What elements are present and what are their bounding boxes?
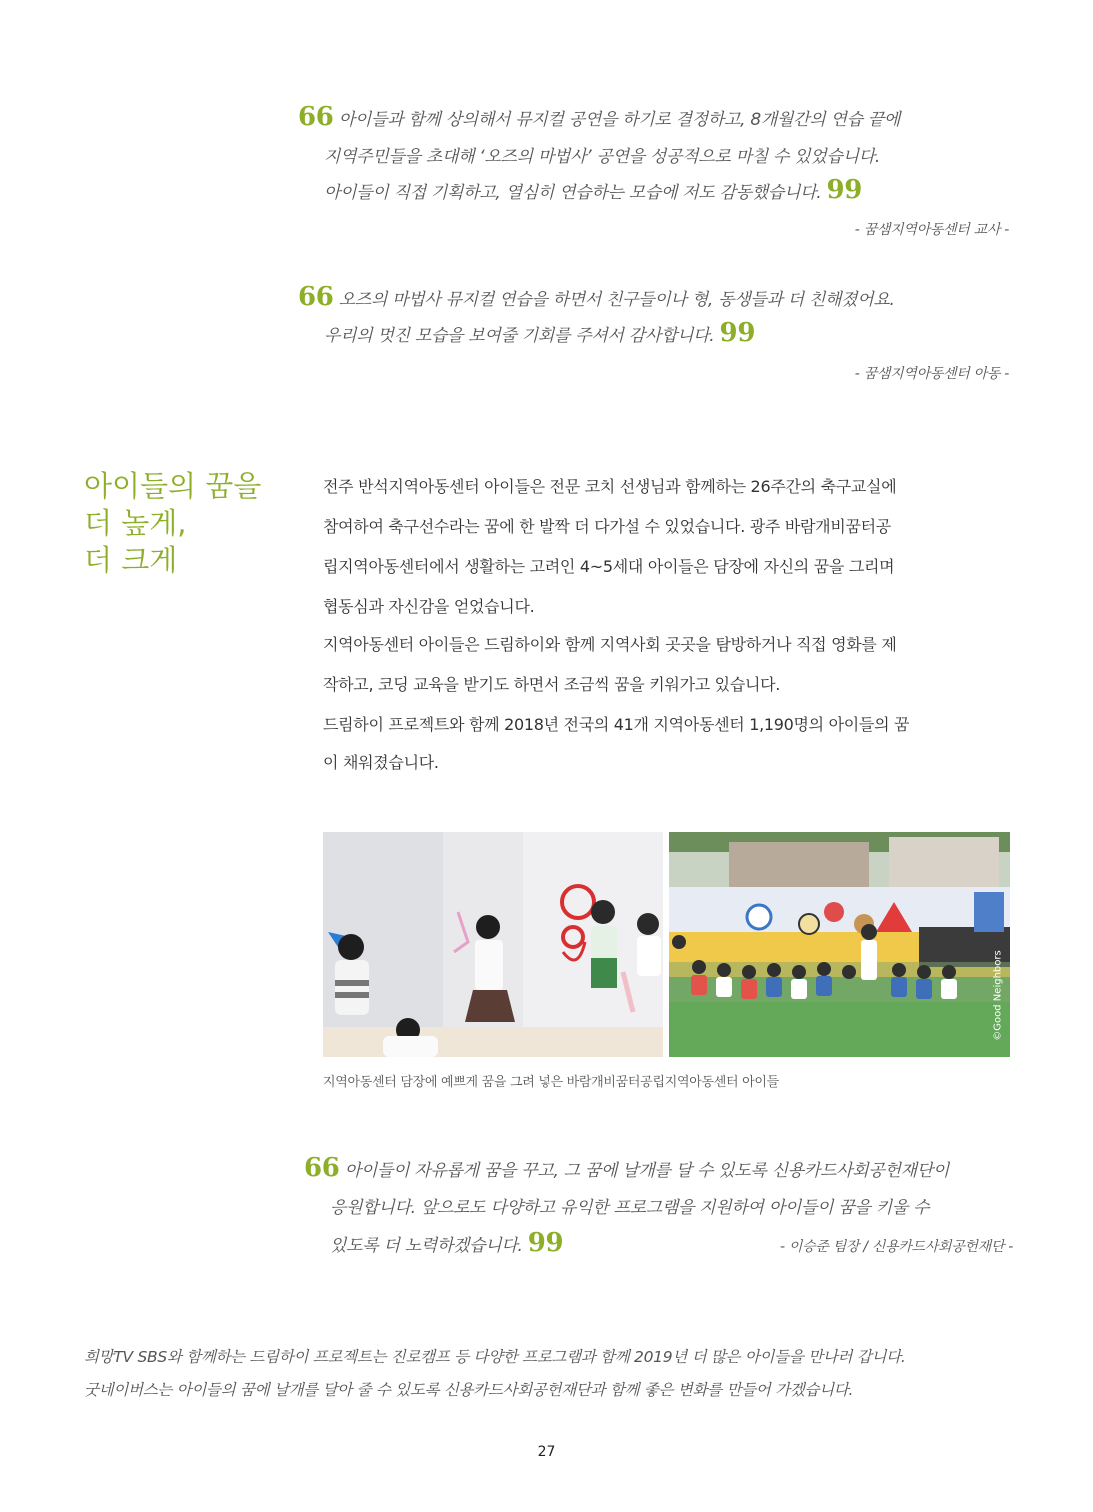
quote-line: 오즈의 마법사 뮤지컬 연습을 하면서 친구들이나 형, 동생들과 더 친해졌어요. [338, 290, 895, 310]
close-quote-mark-icon: 99 [719, 318, 756, 348]
body-line: 작하고, 코딩 교육을 받기도 하면서 조금씩 꿈을 키워가고 있습니다. [323, 675, 781, 694]
open-quote-mark-icon: 66 [304, 1153, 340, 1183]
quote-line: 있도록 더 노력하겠습니다. [330, 1236, 523, 1256]
body-line: 참여하여 축구선수라는 꿈에 한 발짝 더 다가설 수 있었습니다. 광주 바람개비꿈터공 [323, 517, 891, 536]
section-title [84, 468, 261, 579]
body-line: 드림하이 프로젝트와 함께 2018년 전국의 41개 지역아동센터 1,190명의 아이들의 꿈 [323, 715, 910, 734]
section-title-line: 더 크게 [84, 543, 178, 577]
body-line: 전주 반석지역아동센터 아이들은 전문 코치 선생님과 함께하는 26주간의 축구교실에 [323, 477, 897, 496]
photo-group-mural-illustration [669, 832, 1010, 1057]
photo-children-painting [323, 832, 663, 1057]
quote-attribution: - 꿈샘지역아동센터 아동 - [854, 366, 1009, 382]
quote-line: 아이들이 직접 기획하고, 열심히 연습하는 모습에 저도 감동했습니다. [324, 183, 822, 203]
body-line: 협동심과 자신감을 얻었습니다. [323, 597, 535, 616]
section-title-line: 더 높게, [84, 506, 187, 540]
open-quote-mark-icon: 66 [298, 102, 334, 132]
close-quote-mark-icon: 99 [826, 175, 863, 205]
quote-line: 응원합니다. 앞으로도 다양하고 유익한 프로그램을 지원하여 아이들이 꿈을 키울 수 [330, 1198, 930, 1218]
quote-line: 우리의 멋진 모습을 보여줄 기회를 주셔서 감사합니다. [324, 326, 715, 346]
photo-group-mural [669, 832, 1010, 1057]
photo-credit: ©Good Neighbors [992, 950, 1004, 1041]
section-title-line: 아이들의 꿈을 [84, 469, 262, 503]
closing-line: 희망TV SBS와 함께하는 드림하이 프로젝트는 진로캠프 등 다양한 프로그램과 함께 2019년 더 많은 아이들을 만나러 갑니다. [84, 1348, 906, 1366]
body-line: 립지역아동센터에서 생활하는 고려인 4~5세대 아이들은 담장에 자신의 꿈을 그리며 [323, 557, 895, 576]
body-line: 지역아동센터 아이들은 드림하이와 함께 지역사회 곳곳을 탐방하거나 직접 영화를 제 [323, 635, 897, 654]
photo-children-painting-illustration [323, 832, 663, 1057]
page-number: 27 [537, 1444, 556, 1460]
closing-line: 굿네이버스는 아이들의 꿈에 날개를 달아 줄 수 있도록 신용카드사회공헌재단과 함께 좋은 변화를 만들어 가겠습니다. [84, 1381, 854, 1399]
close-quote-mark-icon: 99 [527, 1228, 564, 1258]
quote-attribution: - 꿈샘지역아동센터 교사 - [854, 222, 1009, 238]
quote-line: 아이들과 함께 상의해서 뮤지컬 공연을 하기로 결정하고, 8개월간의 연습 끝에 [338, 110, 901, 130]
quote-line: 지역주민들을 초대해 ‘오즈의 마법사’ 공연을 성공적으로 마칠 수 있었습니다. [324, 147, 880, 167]
body-line: 이 채워졌습니다. [323, 753, 439, 772]
photo-caption: 지역아동센터 담장에 예쁘게 꿈을 그려 넣은 바람개비꿈터공립지역아동센터 아이들 [323, 1075, 779, 1090]
quote-attribution: - 이승준 팀장 / 신용카드사회공헌재단 - [779, 1239, 1013, 1255]
quote-line: 아이들이 자유롭게 꿈을 꾸고, 그 꿈에 날개를 달 수 있도록 신용카드사회공헌재단이 [344, 1161, 949, 1181]
open-quote-mark-icon: 66 [298, 282, 334, 312]
